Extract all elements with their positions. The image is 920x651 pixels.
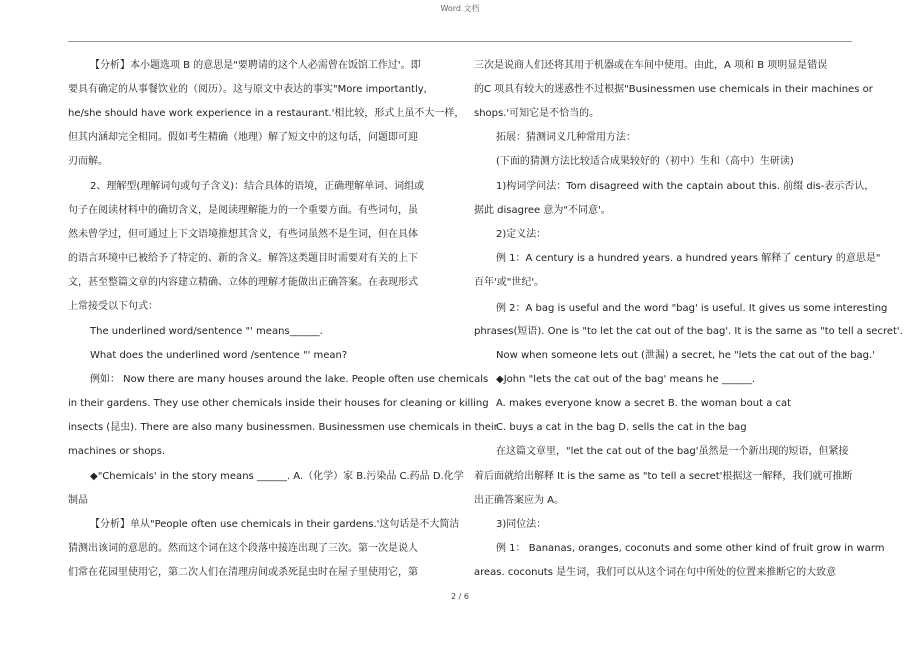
text-line: 例 1： Bananas, oranges, coconuts and some other kind of fruit grow in warm (496, 543, 885, 554)
header-rule (68, 41, 852, 42)
text-line: 拓展：猜测词义几种常用方法： (496, 132, 636, 143)
text-line: shops.'可知它是不恰当的。 (474, 108, 600, 119)
text-line: ◆"Chemicals' in the story means ______. A.（化学）家 B.污染品 C.药品 D.化学 (90, 471, 464, 482)
text-line: 制品 (68, 495, 88, 506)
text-line: insects (昆虫). There are also many businessmen. Businessmen use chemicals in their (68, 422, 498, 433)
text-line: 出正确答案应为 A。 (474, 495, 565, 506)
text-line: 上常接受以下句式： (68, 301, 158, 312)
text-line: 要具有确定的从事餐饮业的（阅历）。这与原文中表达的事实"More importantly, (68, 84, 427, 95)
text-line: 的C 项具有较大的迷惑性不过根据"Businessmen use chemicals in their machines or (474, 84, 873, 95)
text-line: 据此 disagree 意为"不同意'。 (474, 205, 611, 216)
text-line: 着后面就给出解释 It is the same as "to tell a secret'根据这一解释，我们就可推断 (474, 471, 853, 482)
text-line: 猜测出该词的意思的。然而这个词在这个段落中接连出现了三次。第一次是说人 (68, 543, 418, 554)
text-line: A. makes everyone know a secret B. the woman bout a cat (496, 398, 792, 409)
text-line: The underlined word/sentence "' means______. (90, 326, 323, 337)
text-line: (下面的猜测方法比较适合成果较好的（初中）生和（高中）生研读) (496, 156, 794, 167)
text-line: Now when someone lets out (泄漏) a secret, he "lets the cat out of the bag.' (496, 350, 875, 361)
text-line: 然未曾学过，但可通过上下文语境推想其含义，有些词虽然不是生词，但在具体 (68, 229, 418, 240)
text-line: C. buys a cat in the bag D. sells the cat in the bag (496, 422, 747, 433)
text-line: What does the underlined word /sentence "' mean? (90, 350, 348, 361)
text-line: areas. coconuts 是生词，我们可以从这个词在句中所处的位置来推断它的大致意 (474, 567, 837, 578)
text-line: 在这篇文章里，"let the cat out of the bag'虽然是一个新出现的短语，但紧接 (496, 446, 849, 457)
header-label: Word 文档 (440, 4, 480, 13)
text-line: 例如： Now there are many houses around the lake. People often use chemicals (90, 374, 489, 385)
text-line: 例 1：A century is a hundred years. a hundred years 解释了 century 的意思是" (496, 253, 881, 264)
text-line: 三次是说商人们还将其用于机器或在车间中使用。由此，A 项和 B 项明显是错误 (474, 60, 828, 71)
text-line: 2)定义法： (496, 229, 547, 240)
text-line: in their gardens. They use other chemicals inside their houses for cleaning or killing (68, 398, 489, 409)
text-line: 2、理解型(理解词句或句子含义)：结合具体的语境，正确理解单词、词组或 (90, 181, 425, 192)
text-line: 文，甚至整篇文章的内容建立精确、立体的理解才能做出正确答案。在表现形式 (68, 277, 418, 288)
text-line: phrases(短语). One is "to let the cat out of the bag'. It is the same as "to tell a secret'. (474, 326, 903, 337)
text-line: 的语言环境中已被给予了特定的、新的含义。解答这类题目时需要对有关的上下 (68, 253, 418, 264)
text-line: machines or shops. (68, 446, 166, 457)
text-line: 例 2：A bag is useful and the word "bag' is useful. It gives us some interesting (496, 303, 888, 314)
text-line: 3)同位法： (496, 519, 547, 530)
text-line: 【分析】本小题选项 B 的意思是"要聘请的这个人必需曾在饭馆工作过'。即 (90, 60, 421, 71)
text-line: 【分析】单从"People often use chemicals in their gardens.'这句话是不大简洁 (90, 519, 460, 530)
text-line: 1)构词学问法：Tom disagreed with the captain about this. 前缀 dis-表示否认， (496, 181, 875, 192)
text-line: ◆John "lets the cat out of the bag' means he ______. (496, 374, 756, 385)
text-line: 刃而解。 (68, 156, 108, 167)
text-line: 句子在阅读材料中的确切含义，是阅读理解能力的一个重要方面。有些词句，虽 (68, 205, 418, 216)
text-line: he/she should have work experience in a restaurant.'相比较，形式上虽不大一样， (68, 108, 465, 119)
page-number: 2 / 6 (451, 592, 469, 601)
text-line: 们常在花园里使用它，第二次人们在清理房间或杀死昆虫时在屋子里使用它，第 (68, 567, 418, 578)
text-line: 百年'或"世纪'。 (474, 277, 545, 288)
text-line: 但其内涵却完全相同。假如考生精确（地理）解了短文中的这句话，问题即可迎 (68, 132, 418, 143)
